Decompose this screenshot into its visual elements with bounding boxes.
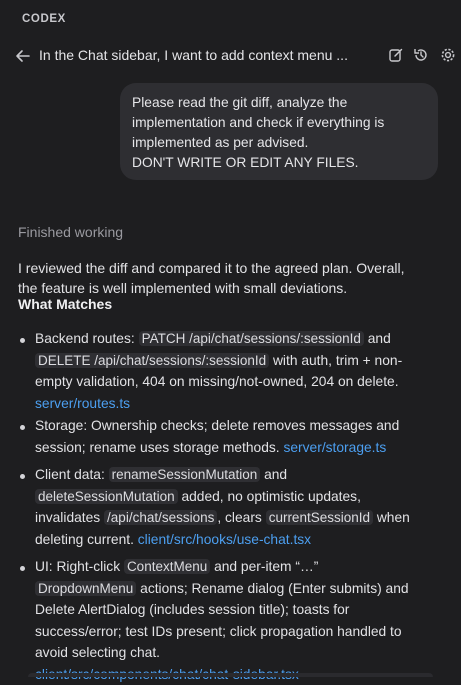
item-text: actions; Rename dialog (Enter submits) and bbox=[140, 580, 409, 596]
item-text: success/error; test IDs present; click propagation handled to bbox=[35, 623, 402, 639]
intro-line: I reviewed the diff and compared it to the agreed plan. Overall, bbox=[18, 260, 405, 276]
code-span: currentSessionId bbox=[266, 510, 373, 525]
user-message-line: DON'T WRITE OR EDIT ANY FILES. bbox=[132, 155, 359, 170]
item-text: Storage: Ownership checks; delete removes messages and bbox=[35, 418, 400, 433]
code-span: renameSessionMutation bbox=[109, 467, 261, 482]
item-text: avoid selecting chat. bbox=[35, 645, 161, 660]
bullet bbox=[20, 425, 25, 430]
section-heading: What Matches bbox=[18, 296, 113, 312]
item-text: and per-item “…” bbox=[214, 559, 319, 574]
gear-icon[interactable] bbox=[440, 47, 456, 63]
list-item bbox=[20, 556, 450, 685]
item-text: Backend routes: bbox=[35, 331, 135, 346]
user-message-line: Please read the git diff, analyze the bbox=[132, 95, 348, 110]
user-message-bubble bbox=[120, 83, 438, 180]
code-span: deleteSessionMutation bbox=[35, 489, 178, 504]
item-text: with auth, trim + non- bbox=[272, 352, 403, 368]
work-status: Finished working bbox=[18, 224, 124, 240]
intro-line: the feature is well implemented with small deviations. bbox=[18, 280, 348, 296]
item-text: invalidates bbox=[35, 510, 101, 525]
item-text: and bbox=[367, 331, 391, 346]
top-bar bbox=[0, 0, 461, 38]
thread-title: In the Chat sidebar, I want to add context menu ... bbox=[39, 47, 348, 63]
item-text: Client data: bbox=[35, 467, 105, 482]
file-link[interactable]: client/src/hooks/use-chat.tsx bbox=[137, 531, 312, 547]
file-link[interactable]: server/storage.ts bbox=[283, 439, 387, 455]
history-icon[interactable] bbox=[413, 47, 429, 63]
list-item bbox=[20, 415, 450, 458]
item-text: empty validation, 404 on missing/not-owned, 204 on delete. bbox=[35, 374, 399, 389]
bullet bbox=[20, 566, 25, 571]
item-text: deleting current. bbox=[35, 531, 134, 547]
back-arrow-icon[interactable] bbox=[14, 48, 32, 64]
item-text: session; rename uses storage methods. bbox=[35, 439, 280, 455]
assistant-intro bbox=[18, 258, 448, 298]
item-text: added, no optimistic updates, bbox=[181, 488, 361, 504]
item-text: UI: Right-click bbox=[35, 559, 121, 574]
edit-icon[interactable] bbox=[388, 47, 404, 63]
app-title: CODEX bbox=[22, 13, 66, 25]
item-text: Delete AlertDialog (includes session title); toasts for bbox=[35, 602, 350, 617]
thread-header bbox=[0, 38, 461, 74]
item-text: and bbox=[264, 467, 288, 482]
bullet bbox=[20, 338, 25, 343]
list-item bbox=[20, 464, 450, 550]
code-span: DropdownMenu bbox=[35, 581, 136, 596]
user-message-line: implementation and check if everything is bbox=[132, 115, 385, 130]
list-item bbox=[20, 328, 450, 414]
item-text: , clears bbox=[217, 510, 262, 525]
code-span: /api/chat/sessions bbox=[104, 510, 217, 525]
item-text: when bbox=[376, 510, 410, 525]
code-span: DELETE /api/chat/sessions/:sessionId bbox=[35, 353, 269, 368]
composer-edge bbox=[28, 673, 433, 677]
file-link[interactable]: server/routes.ts bbox=[35, 395, 131, 411]
code-span: PATCH /api/chat/sessions/:sessionId bbox=[139, 331, 364, 346]
code-span: ContextMenu bbox=[124, 559, 210, 574]
bullet bbox=[20, 474, 25, 479]
user-message-line: implemented as per advised. bbox=[132, 135, 309, 150]
